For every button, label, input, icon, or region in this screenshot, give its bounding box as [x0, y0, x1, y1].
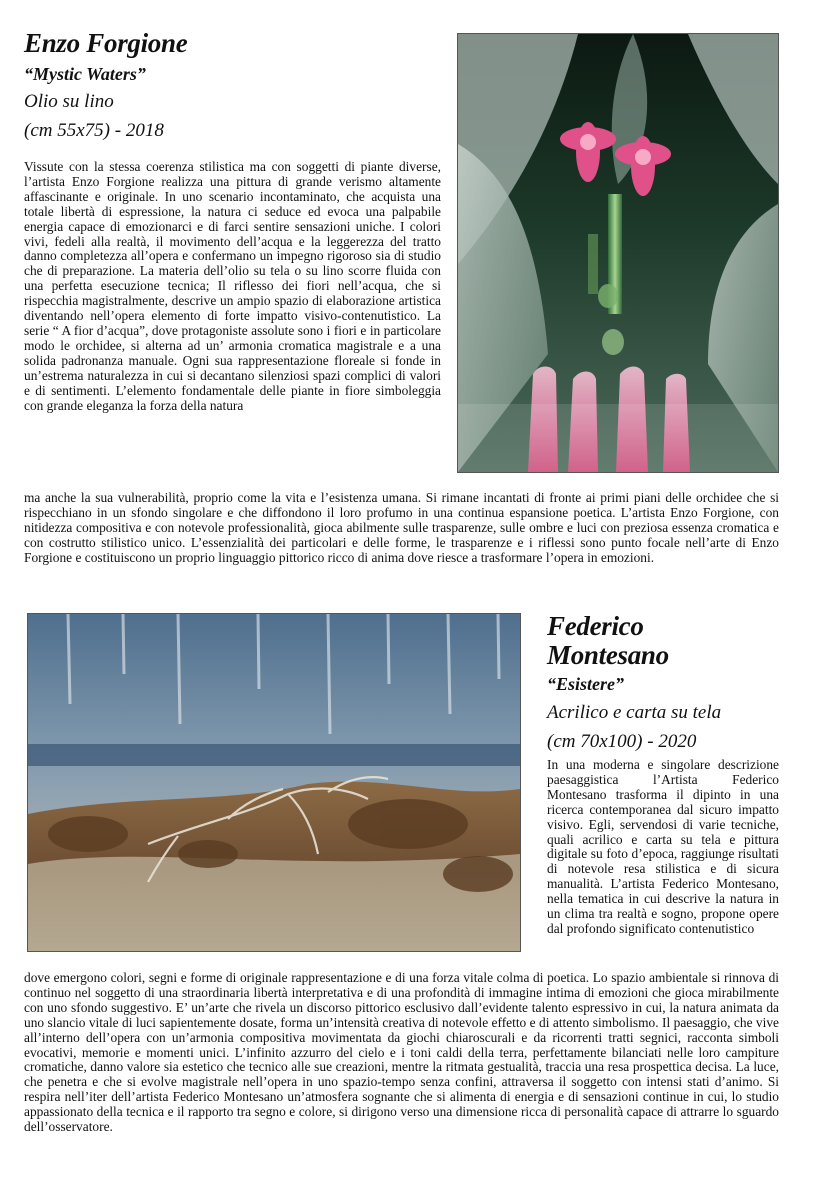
artist1-artwork-title: “Mystic Waters”: [24, 64, 146, 84]
artist1-name: Enzo Forgione: [24, 28, 188, 58]
artist2-description-column: In una moderna e singolare descrizione paesaggistica l’Artista Federico Montesano trasforma il dipinto in una ricerca contemporanea dal sicuro impatto visivo. Egli, servendosi di varie tecniche, quali acrilico e carta su tela e pittura digitale su foto d’epoca, raggiunge risultati di notevole resa stilistica e di sicura manualità. L’artista Federico Montesano, nella tematica in cui descrive la natura in un clima tra realtà e sogno, propone opere dal profondo significato contenutistico: [547, 758, 779, 936]
artist1-medium: Olio su lino: [24, 91, 114, 112]
artist2-artwork-title: “Esistere”: [547, 674, 625, 694]
artist1-description-full: ma anche la sua vulnerabilità, proprio come la vita e l’esistenza umana. Si rimane incantati di fronte ai primi piani delle orchidee che si rispecchiano in un sfondo singolare e che diffondono il loro profumo in una continua espansione poetica. L’artista Enzo Forgione, con nitidezza compositiva e con notevole professionalità, gioca abilmente sulle trasparenze, sulle ombre e luci con preziosa essenza cromatica e con costrutto stilistico unico. L’essenzialità dei particolari e delle forme, le trasparenze e i riflessi sono punto focale nell’arte di Enzo Forgione e costituiscono un proprio linguaggio pittorico ricco di anima dove riesce a trasformare l’opera in emozioni.: [24, 491, 779, 565]
artist2-name-line2: Montesano: [547, 640, 669, 670]
artist1-description-column: Vissute con la stessa coerenza stilistica ma con soggetti di piante diverse, l’artista Enzo Forgione realizza una pittura di grande verismo altamente affascinante e originale. In uno scenario incontaminato, che acquista una totale libertà di espressione, la natura ci seduce ed evoca una palpabile energia capace di emozionarci e di farci sentire sensazioni uniche. I colori vivi, fedeli alla realtà, il movimento dell’acqua e la leggerezza del tratto danno completezza all’opera e confermano un impegno rigoroso sia di studio che di preparazione. La materia dell’olio su tela o su lino scorre fluida con una perfetta esecuzione tecnica; Il riflesso dei fiori nell’acqua, che si rispecchia magistralmente, descrive un ampio spazio di elaborazione artistica diventando nell’opera elemento di forte impatto visivo-contenutistico. La serie “ A fior d’acqua”, dove protagoniste assolute sono i fiori e in particolare modo le orchidee, si alterna ad un’ armonia cromatica magistrale e a una solida padronanza manuale. Ogni sua rappresentazione floreale si fonde in un’estrema naturalezza in cui si decantano silenziosi spazi complici di valori e di sentimenti. L’elemento fondamentale delle piante in fiore simboleggia con grande eleganza la forza della natura: [24, 160, 441, 413]
artist2-name-line1: Federico: [547, 611, 644, 641]
artist2-dimensions: (cm 70x100) - 2020: [547, 731, 697, 752]
artist1-dimensions: (cm 55x75) - 2018: [24, 120, 164, 141]
artist2-painting-landscape: [27, 613, 521, 952]
artist1-painting-orchids: [457, 33, 779, 473]
artist2-medium: Acrilico e carta su tela: [547, 702, 722, 723]
artist2-description-full: dove emergono colori, segni e forme di originale rappresentazione e di una forza vitale colma di poetica. Lo spazio ambientale si rinnova di continuo nel soggetto di una straordinaria libertà interpretativa e di una profondità di immagine intima di emozioni che gioca mirabilmente con uno sfondo suggestivo. E’ un’arte che rivela un discorso pittorico esclusivo dall’evidente talento espressivo in cui, la natura animata da uno slancio vitale di luci sapientemente dosate, forma un’intensità creativa di notevole effetto e di attento simbolismo. Il paesaggio, che vive all’interno dell’opera con un’armonia compositiva movimentata da giochi chiaroscurali e da ricorrenti tratti segnici, racconta simboli evocativi, memorie e momenti unici. L’infinito azzurro del cielo e i toni caldi della terra, perfettamente bilanciati nelle loro campiture cromatiche, danno valore sia estetico che tecnico alle sue creazioni, mentre la ritmata gestualità, traccia una resa prospettica decisa. La luce, che penetra e che si evolve magistrale nell’opera in uno spazio-tempo senza confini, attraversa il soggetto con intensi stati d’animo. Si respira nell’iter dell’artista Federico Montesano un’atmosfera sognante che si alimenta di energia e di sensazioni continue in cui, lo studio appassionato della tecnica e il rapporto tra segno e colore, si dirigono verso una dimensione ricca di personalità capace di attrarre lo sguardo dell’osservatore.: [24, 971, 779, 1135]
